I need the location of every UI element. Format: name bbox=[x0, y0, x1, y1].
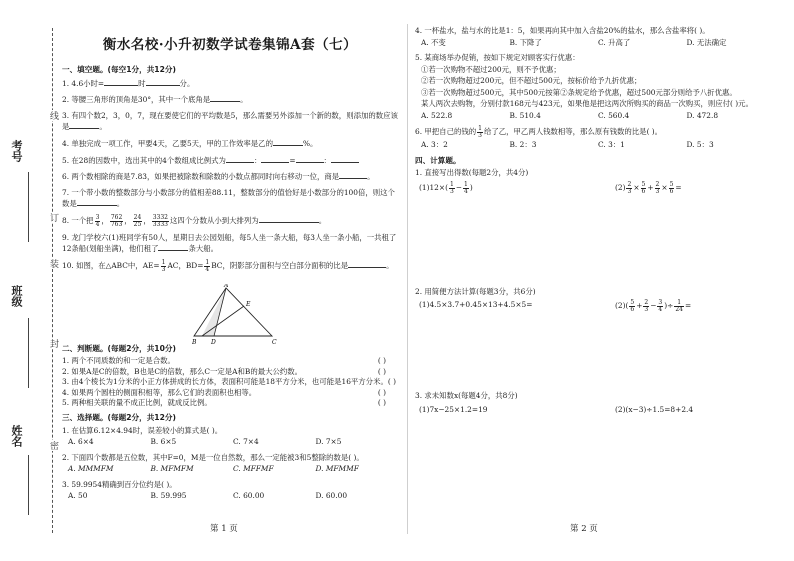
answer-paren[interactable]: ( ) bbox=[387, 377, 396, 387]
fraction: $\frac{3332}{3333}$ bbox=[152, 213, 168, 228]
fill-question-9: 9. 龙门学校六(1)班同学有50人，星期日去公园划船，每5人坐一条大船，每3人坐一条小船，一共租了12条船(划船坐满)，他们租了 条大船。 bbox=[62, 232, 397, 254]
calc-row-3 bbox=[415, 405, 775, 416]
rule-2: ②若一次购物超过200元，但不超过500元，按标价给予九折优惠； bbox=[421, 76, 642, 86]
answer-blank[interactable] bbox=[296, 155, 324, 163]
triangle-figure bbox=[192, 284, 282, 346]
judge-question-4: 4. 如果两个圆柱的侧面积相等，那么它们的表面积也相等。 ( ) bbox=[62, 388, 398, 399]
calc-part-3: 3. 求未知数x(每题4分，共8分) bbox=[415, 391, 518, 401]
answer-blank[interactable] bbox=[331, 155, 359, 163]
equation-1: (1)7x−25×1.2=19 bbox=[419, 404, 488, 414]
work-space-1[interactable] bbox=[415, 198, 775, 286]
vertex-c: C bbox=[272, 339, 277, 346]
judge-question-1: 1. 两个不同质数的和一定是合数。 ( ) bbox=[62, 356, 398, 367]
fill-question-7: 7. 一个带小数的整数部分与小数部分的值相差88.11，整数部分的值恰好是小数部分的100倍，则这个数是 。 bbox=[62, 187, 395, 209]
fraction: $\frac{5}{6}$ bbox=[641, 180, 646, 195]
strip-mark-seal: 封 bbox=[48, 339, 58, 348]
name-field[interactable] bbox=[28, 455, 29, 515]
fraction: $\frac{762}{763}$ bbox=[110, 213, 123, 228]
choice-options-6 bbox=[415, 140, 775, 151]
choice-options-4 bbox=[415, 38, 775, 49]
choice-question-6: 6. 甲把自己的钱的 $\frac{1}{3}$ 给了乙，甲乙两人钱数相等，那么原有钱数的比是( )。 bbox=[415, 125, 663, 140]
answer-blank[interactable] bbox=[261, 155, 289, 163]
option[interactable]: D. 472.8 bbox=[686, 110, 719, 120]
fraction: $\frac{5}{6}$ bbox=[669, 180, 674, 195]
strip-mark-bind: 订 bbox=[48, 213, 58, 222]
exam-title: 衡水名校·小升初数学试卷集锦A套（七） bbox=[102, 37, 358, 53]
segment-be bbox=[202, 306, 244, 336]
option[interactable]: B. 510.4 bbox=[509, 110, 541, 120]
choice-options-3 bbox=[62, 491, 398, 502]
choice-question-4: 4. 一杯盐水，盐与水的比是1：5，如果再向其中加入含盐20%的盐水，那么含盐率将( )。 bbox=[415, 26, 710, 35]
calc-row-2 bbox=[415, 300, 775, 313]
judge-question-5: 5. 两种相关联的量不成正比例，就成反比例。 ( ) bbox=[62, 398, 398, 409]
answer-paren[interactable]: ( ) bbox=[377, 356, 386, 366]
vertex-a: A bbox=[224, 284, 229, 289]
point-d: D bbox=[211, 339, 216, 346]
fraction: $\frac{2}{3}$ bbox=[655, 180, 660, 195]
choice-options-5 bbox=[415, 111, 775, 122]
judge-question-3: 3. 由4个棱长为1分米的小正方体拼成的长方体，表面积可能是18平方分米，也可能是16平方分米。 ( ) bbox=[62, 377, 398, 388]
answer-blank[interactable] bbox=[226, 155, 254, 163]
answer-blank[interactable] bbox=[158, 243, 188, 251]
fraction: $\frac{1}{3}$ bbox=[478, 125, 482, 140]
class-label: 班级 bbox=[10, 285, 23, 307]
option[interactable]: A. 3：2 bbox=[421, 140, 448, 150]
calc-part-1: 1. 直接写出得数(每题2分，共4分) bbox=[415, 168, 529, 178]
fill-question-1: 1. 4.6小时= 时 分。 bbox=[62, 78, 195, 88]
option[interactable]: C. 升高了 bbox=[598, 37, 631, 47]
page-number-2: 第 2 页 bbox=[570, 523, 598, 534]
choice-question-2: 2. 下面四个数都是五位数，其中F=0，M是一位自然数，那么一定能被3和5整除的数是( )。 bbox=[62, 452, 364, 462]
fraction: $\frac{2}{3}$ bbox=[644, 299, 649, 314]
fraction: $\frac{1}{3}$ bbox=[449, 180, 454, 195]
option[interactable]: C. 7×4 bbox=[233, 437, 259, 447]
option[interactable]: C. 560.4 bbox=[598, 110, 630, 120]
answer-blank[interactable] bbox=[210, 94, 240, 102]
class-field[interactable] bbox=[28, 318, 29, 388]
option[interactable]: A. 不变 bbox=[421, 37, 446, 47]
fraction: $\frac{1}{4}$ bbox=[463, 180, 468, 195]
exam-number-field[interactable] bbox=[28, 172, 29, 242]
answer-blank[interactable] bbox=[259, 215, 319, 223]
vertex-b: B bbox=[192, 339, 197, 346]
option[interactable]: C. MFFMF bbox=[233, 464, 274, 474]
expression-3: (1)4.5×3.7+0.45×13+4.5×5= bbox=[419, 300, 533, 310]
strip-mark-secret: 密 bbox=[48, 441, 58, 450]
point-e: E bbox=[246, 301, 251, 308]
fraction: $\frac{1}{3}$ bbox=[161, 258, 166, 273]
option[interactable]: D. 7×5 bbox=[315, 437, 342, 447]
answer-blank[interactable] bbox=[348, 260, 386, 268]
option[interactable]: B. 下降了 bbox=[509, 37, 542, 47]
fill-question-6: 6. 两个数相除的商是7.83，如果把被除数和除数的小数点都同时向右移动一位，商是 。 bbox=[62, 172, 375, 182]
rule-3: ③若一次购物超过500元，其中500元按第②条规定给予优惠，超过500元部分则给予八折优惠。 bbox=[421, 87, 737, 97]
fraction: $\frac{2}{3}$ bbox=[627, 180, 632, 195]
answer-blank[interactable] bbox=[77, 198, 117, 206]
expression-1: (1)12×( $\frac{1}{3}$ − $\frac{1}{4}$ ) bbox=[419, 180, 473, 195]
work-space-2[interactable] bbox=[415, 316, 775, 390]
option[interactable]: A. 522.8 bbox=[421, 110, 453, 120]
strip-mark-line: 线 bbox=[48, 111, 58, 120]
option[interactable]: B. 2：3 bbox=[509, 140, 537, 150]
fraction: $\frac{24}{25}$ bbox=[133, 213, 142, 228]
option[interactable]: C. 3：1 bbox=[598, 140, 625, 150]
fill-question-10: 10. 如图，在△ABC中，AE= $\frac{1}{3}$ AC，BD= $\frac{1}{4}$ BC，阴影部分面积与空白部分面积的比是 。 bbox=[62, 258, 394, 273]
choice-options-1 bbox=[62, 437, 398, 448]
calc-row-1 bbox=[415, 182, 775, 195]
answer-blank[interactable] bbox=[339, 171, 367, 179]
option[interactable]: D. 无法确定 bbox=[686, 37, 727, 47]
calc-part-2: 2. 用简便方法计算(每题3分，共6分) bbox=[415, 286, 536, 296]
option[interactable]: B. MFMFM bbox=[150, 464, 194, 474]
choice-question-1: 1. 在估算6.12×4.94时，误差较小的算式是( )。 bbox=[62, 425, 223, 435]
option[interactable]: B. 6×5 bbox=[150, 437, 177, 447]
fraction: $\frac{3}{4}$ bbox=[95, 213, 100, 228]
section-calculation: 四、计算题。 bbox=[415, 155, 461, 165]
binding-line bbox=[52, 28, 53, 533]
option[interactable]: D. 60.00 bbox=[315, 491, 348, 501]
fraction: $\frac{1}{4}$ bbox=[205, 258, 210, 273]
fill-question-8: 8. 一个把 $\frac{3}{4}$ ， $\frac{762}{763}$ ， $\frac{24}{25}$ ， $\frac{3332}{3333}$ 这四个分数从小到大排列为 。 bbox=[62, 213, 327, 228]
option[interactable]: C. 60.00 bbox=[233, 491, 265, 501]
exam-number-label: 考号 bbox=[10, 140, 23, 162]
answer-blank[interactable] bbox=[273, 138, 303, 146]
shaded-region bbox=[202, 288, 226, 336]
judge-question-2: 2. 如果A是C的倍数，B也是C的倍数，那么C一定是A和B的最大公约数。 ( ) bbox=[62, 367, 398, 378]
fraction: $\frac{5}{6}$ bbox=[630, 299, 635, 314]
option[interactable]: D. MFMMF bbox=[315, 464, 359, 474]
answer-paren[interactable]: ( ) bbox=[377, 398, 386, 408]
fill-question-4: 4. 单独完成一项工作，甲要4天，乙要5天，甲的工作效率是乙的 %。 bbox=[62, 139, 318, 148]
answer-paren[interactable]: ( ) bbox=[377, 387, 386, 397]
section-judge: 二、判断题。(每题2分，共10分) bbox=[62, 343, 176, 353]
name-label: 姓名 bbox=[10, 425, 23, 447]
option[interactable]: B. 59.995 bbox=[150, 491, 187, 501]
option[interactable]: A. 50 bbox=[68, 491, 88, 501]
option[interactable]: A. MMMFM bbox=[68, 464, 114, 474]
strip-mark-assemble: 装 bbox=[48, 259, 58, 268]
fraction: $\frac{1}{24}$ bbox=[675, 299, 683, 314]
fill-question-5: 5. 在28的因数中，选出其中的4个数组成比例式为 ： = ： bbox=[62, 155, 398, 167]
answer-paren[interactable]: ( ) bbox=[377, 366, 386, 376]
equation-2: (2)(x−3)÷1.5=8+2.4 bbox=[615, 404, 694, 414]
answer-blank[interactable] bbox=[104, 78, 138, 86]
rule-1: ①若一次购物不超过200元，则不予优惠； bbox=[421, 64, 561, 74]
choice-question-3: 3. 59.9954精确到百分位约是( )。 bbox=[62, 479, 177, 489]
choice-question-5: 5. 某商场举办促销，按如下规定对顾客实行优惠： bbox=[415, 53, 580, 63]
section-choice: 三、选择题。(每题2分，共12分) bbox=[62, 412, 176, 422]
fraction: $\frac{3}{4}$ bbox=[658, 299, 663, 314]
answer-blank[interactable] bbox=[146, 78, 180, 86]
page-1 bbox=[62, 16, 398, 541]
page-number-1: 第 1 页 bbox=[210, 523, 238, 534]
expression-2: (2) $\frac{2}{3}$ × $\frac{5}{6}$ + $\frac{2}{3}$ × $\frac{5}{6}$ = bbox=[615, 180, 682, 195]
page-divider bbox=[407, 24, 408, 534]
option[interactable]: A. 6×4 bbox=[68, 437, 94, 447]
option[interactable]: D. 5：3 bbox=[686, 140, 714, 150]
expression-4: (2)( $\frac{5}{6}$ + $\frac{2}{3}$ − $\frac{3}{4}$ )÷ $\frac{1}{24}$ = bbox=[615, 299, 692, 314]
binding-strip bbox=[0, 0, 58, 561]
page-2 bbox=[415, 16, 775, 541]
choice-options-2 bbox=[62, 464, 398, 475]
section-fill-blank: 一、填空题。(每空1分，共12分) bbox=[62, 65, 176, 75]
answer-blank[interactable] bbox=[69, 121, 99, 129]
fill-question-2: 2. 等腰三角形的顶角是30°，其中一个底角是 。 bbox=[62, 95, 248, 105]
question-5-stem: 某人两次去购物，分别付款168元与423元，如果他是把这两次所购买的商品一次购买，则应付( )元。 bbox=[421, 99, 753, 109]
fill-question-3: 3. 有四个数2，3，0，7，现在要使它们的平均数是5，那么需要另外添加一个新的数，则添加的数应该是 。 bbox=[62, 110, 398, 132]
